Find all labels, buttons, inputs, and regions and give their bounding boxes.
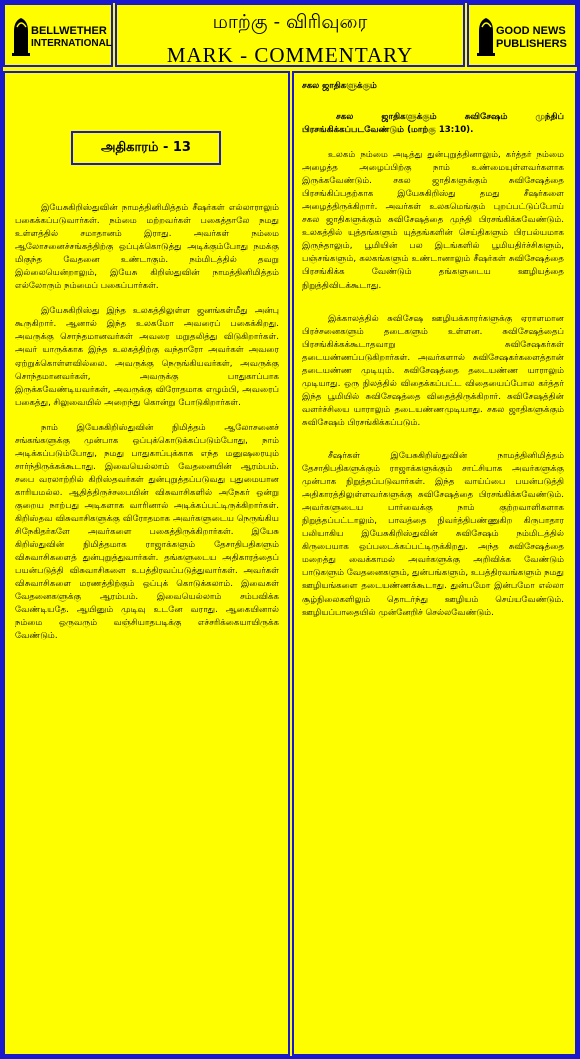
left-paragraph-3: நாம் இயேசுகிறிஸ்துவின் நிமித்தம் ஆலோசனைச் சங்கங்களுக்கு முன்பாக ஒப்புக்கொடுக்கப்படும்போது, நாம் அடிக்கப்படும்போது, நமது பாதுகாப்புக்காக எந்த மனுஷரையும் சார்ந்திருக்கக்கூடாது. இவையெல்லாம் வேதனையின் ஆரம்பம். சபை வரலாற்றில் கிறிஸ்தவர்கள் துன்புறுத்தப்படுவது புதுமையான காரியமல்ல. ஆதித்திருச்சபையின் விசுவாசிகளில் அநேகர் ஒன்று குறைய நாற்பது அடிகளாக வாரினால் அடிக்கப்பட்டிருக்கிறார்கள். கிறிஸ்தவ விசுவாசிகளுக்கு விரோதமாக அவர்களுடைய நெருங்கிய சிநேகிதர்களே அவர்களை பகைத்திருக்கிறார்கள். இயேசு கிறிஸ்துவின் நிமித்தமாக ராஜாக்களும் தேசாதிபதிகளும் விசுவாசிகளைத் துன்புறுத்துவார்கள். தங்களுடைய அதிகாரத்தைப் பயன்படுத்தி விசுவாசிகளை உபத்திரவப்படுத்துவார்கள். அவர்கள் விசுவாசிகளை மரணத்திற்கும் ஒப்புக் கொடுக்கலாம். இவைகள் வேதனைகளுக்கு ஆரம்பம். இவையெல்லாம் சம்பவிக்க வேண்டியதே. ஆயினும் முடிவு உடனே வராது. ஆகையினால் நம்மை ஒருவரும் வஞ்சியாதபடிக்கு எச்சரிக்கையாயிருக்க வேண்டும்.	[15, 422, 279, 642]
verse-heading: சகல ஜாதிகளுக்கும் சுவிசேஷம் முந்திப் பிரசங்கிக்கப்படவேண்டும் (மாற்கு 13:10).	[302, 112, 564, 136]
title-box	[115, 3, 465, 67]
left-column	[3, 71, 290, 1056]
publisher-logo-left	[3, 3, 113, 67]
left-paragraph-1: இயேசுகிறிஸ்துவின் நாமத்தினிமித்தம் சீஷர்கள் எல்லாராலும் பகைக்கப்படுவார்கள். நம்மை மற்றவர்கள் பகைத்தாலே நமது உள்ளத்தில் சமாதானம் இராது. அவர்கள் நம்மை ஆலோசனைச்சங்கத்திற்கு ஒப்புக்கொடுத்து அடிக்கும்போது நமக்கு மிகுந்த வேதனை உண்டாகும். நம்மிடத்தில் தவறு இல்லையென்றாலும், இயேசு கிறிஸ்துவின் நாமத்தினிமித்தம் எல்லோரும் நம்மைப் பகைப்பார்கள்.	[15, 203, 279, 292]
logo-right-line1: GOOD NEWS	[496, 25, 566, 37]
right-paragraph-1: உலகம் நம்மை அடித்து துன்புறுத்தினாலும், கர்த்தர் நம்மை அழைத்த அழைப்பிற்கு நாம் உண்மையுள்ளவர்களாக இருக்கவேண்டும். சகல ஜாதிகளுக்கும் சுவிசேஷத்தை பிரசங்கிப்பதற்காக இயேசுகிறிஸ்து தமது சீஷர்களை அழைத்திருக்கிறார். அவர்கள் உலகமெங்கும் புறப்பட்டுப்போய் சகல ஜாதிகளுக்கும் சுவிசேஷத்தை முந்தி பிரசங்கிக்கவேண்டும். உலகத்தில் யுத்தங்களும் யுத்தங்களின் செய்திகளும் பிரபல்யமாக இருந்தாலும், பூமியின் பல இடங்களில் பூமியதிர்ச்சிகளும், பஞ்சங்களும், கலகங்களும் உண்டானாலும் சீஷர்கள் சுவிசேஷத்தை பிரசங்கிக்க வேண்டும் தங்களுடைய ஊழியத்தை நிறுத்திவிடக்கூடாது.	[302, 150, 564, 291]
title-english: MARK - COMMENTARY	[166, 43, 414, 67]
left-text	[15, 202, 279, 656]
right-paragraph-3: சீஷர்கள் இயேசுகிறிஸ்துவின் நாமத்தினிமித்தம் தேசாதிபதிகளுக்கும் ராஜாக்களுக்கும் சாட்சியாக அவர்களுக்கு முன்பாக நிறுத்தப்படுவார்கள். இந்த வாய்ப்பை பயன்படுத்தி அதிகாரத்திலுள்ளவர்களுக்கு சுவிசேஷத்தை பிரசங்கிக்கவேண்டும். அவர்களுடைய பார்வைக்கு நாம் குற்றவாளிகளாக நிறுத்தப்பட்டாலும், பாவத்தை நிவர்த்திபண்ணுகிற கிருபாதார பலியாகிய இயேசுகிறிஸ்துவின் சுவிசேஷம் நம்மிடத்தில் கிருபையாக ஒப்படைக்கப்பட்டிருக்கிறது. அந்த சுவிசேஷத்தை மறைத்து வைக்காமல் அவர்களுக்கு அறிவிக்க வேண்டும் பாடுகளும் வேதனைகளும், துன்பங்களும், உபத்திரவங்களும் நமது ஊழியங்களை தடையண்ணக்கூடாது. துன்பமோ இன்பமோ எல்லா சூழ்நிலைகளிலும் தொடர்ந்து ஊழியம் செய்யவேண்டும். ஊழியப்பாதையில் முன்னேறிச் செல்லவேண்டும்.	[302, 450, 564, 618]
left-paragraph-2: இயேசுகிறிஸ்து இந்த உலகத்திலுள்ள ஜனங்கள்மீது அன்பு கூருகிறார். ஆனால் இந்த உலகமோ அவரைப் பகைக்கிறது. அவருக்கு சொந்தமானவர்கள் அவரை மறுதலித்து விடுகிறார்கள். அவர் யாருக்காக இந்த உலகத்திற்கு வந்தாரோ அவர்கள் அவரை ஏற்றுக்கொள்ளவில்லை. அவருக்கு நெருங்கியவர்கள், அவருக்கு சொந்தமானவர்கள், அவருக்கு பாதுகாப்பாக இருக்கவேண்டியவர்கள், அவருக்கு விரோதமாக எழும்பி, அவரைப் பகைத்து, சிலுவையில் அறைந்து கொன்று போடுகிறார்கள்.	[15, 306, 279, 408]
chapter-heading: அதிகாரம் - 13	[71, 131, 221, 165]
right-text	[302, 80, 564, 632]
section-subheading: சகல ஜாதிகளுக்கும்	[302, 81, 377, 91]
logo-left-line2: INTERNATIONAL	[31, 38, 112, 49]
ram-logo-icon	[475, 13, 497, 57]
publisher-logo-right	[467, 3, 577, 67]
logo-right-line2: PUBLISHERS	[496, 38, 567, 50]
ram-logo-icon	[10, 13, 32, 57]
right-paragraph-2: இக்காலத்தில் சுவிசேஷ ஊழியக்காரர்களுக்கு ஏராளமான பிரச்சனைகளும் தடைகளும் உள்ளன. சுவிசேஷத்தைப் பிரசங்கிக்கக்கூடாதவாறு சுவிசேஷகர்கள் தடையண்ணப்படுகிறார்கள். அவர்களால் சுவிசேஷகர்களைத்தான் தடையண்ண முடியும். சுவிசேஷத்தை தடையண்ண யாராலும் முடியாது. ஒரு நிலத்தில் விதைக்கப்பட்ட விதையைப்போல கர்த்தர் இந்த பூமியில் சுவிசேஷத்தை விதைத்திருக்கிறார். சுவிசேஷத்தின் வளர்ச்சியை யாராலும் தடையண்ணமுடியாது. சகல ஜாதிகளுக்கும் சுவிசேஷம் பிரசங்கிக்கப்படும்.	[302, 313, 564, 428]
title-tamil: மாற்கு - விரிவுரை	[212, 11, 368, 33]
logo-left-line1: BELLWETHER	[31, 25, 107, 37]
right-column	[292, 71, 577, 1056]
